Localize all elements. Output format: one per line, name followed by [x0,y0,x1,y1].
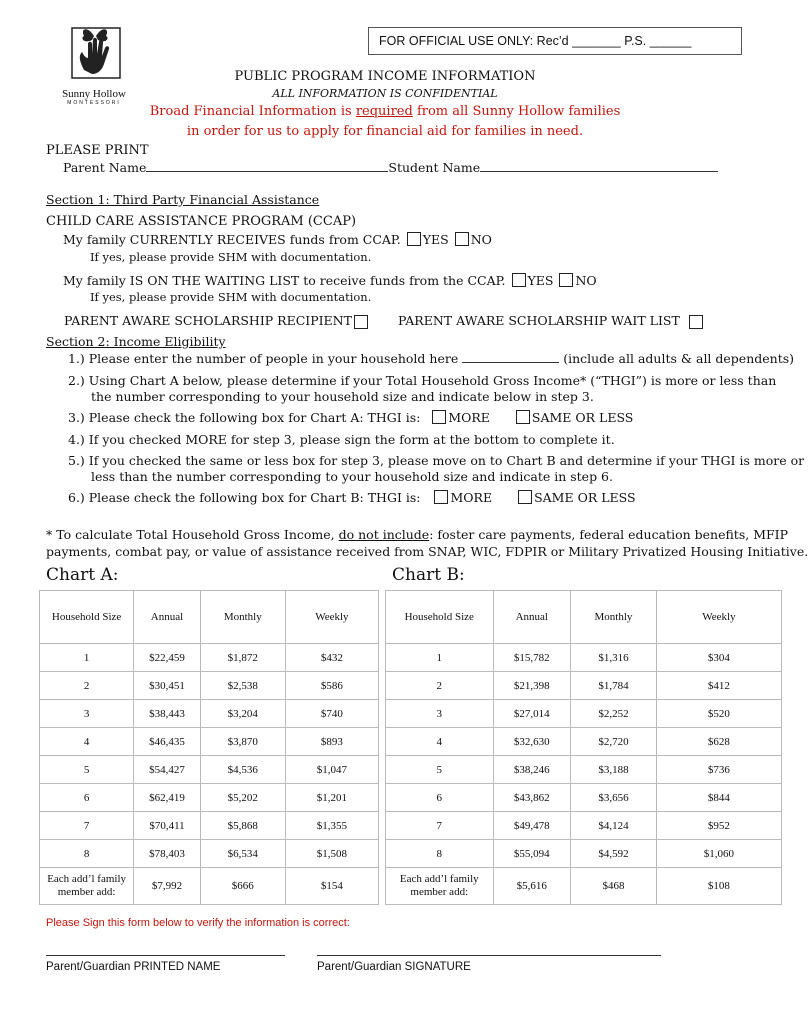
table-cell: $1,872 [200,644,285,672]
table-cell: 5 [40,756,134,784]
chart-b-more-checkbox[interactable] [434,490,448,504]
footnote-do-not-include: do not include [338,527,430,542]
printed-name-label: Parent/Guardian PRINTED NAME [46,961,221,973]
chart-a-table [39,590,379,905]
footnote-line1 [46,527,788,542]
table-cell: $62,419 [134,784,201,812]
table-cell: 1 [40,644,134,672]
table-cell: $21,398 [493,672,571,700]
footnote-line2: payments, combat pay, or value of assistance received from SNAP, WIC, FDPIR or Military Privatized Housing Initiative. [46,544,808,559]
table-cell: 3 [386,700,494,728]
table-row [386,784,782,812]
step5-line2: less than the number corresponding to your household size and indicate in step 6. [91,469,613,484]
no-label: NO [470,232,492,247]
table-cell: $4,536 [200,756,285,784]
parent-name-field[interactable] [146,171,388,172]
table-cell: $666 [200,868,285,905]
same-or-less-label: SAME OR LESS [534,490,636,505]
table-cell: $628 [656,728,781,756]
ccap-title: CHILD CARE ASSISTANCE PROGRAM (CCAP) [46,214,357,229]
table-cell: $3,656 [571,784,657,812]
column-header: Annual [134,591,201,644]
table-cell: $38,443 [134,700,201,728]
yes-label: YES [527,273,554,288]
table-cell: 6 [40,784,134,812]
table-cell: 4 [386,728,494,756]
table-cell: $2,720 [571,728,657,756]
table-cell: $3,870 [200,728,285,756]
table-cell: $6,534 [200,840,285,868]
table-cell: $2,252 [571,700,657,728]
table-cell: 8 [40,840,134,868]
signature-label: Parent/Guardian SIGNATURE [317,961,471,973]
section2-heading: Section 2: Income Eligibility [46,334,226,349]
table-cell: $38,246 [493,756,571,784]
logo-subtitle: MONTESSORI [67,100,121,106]
chart-b-title: Chart B: [392,565,465,585]
table-row [386,644,782,672]
table-cell: $55,094 [493,840,571,868]
table-cell: $952 [656,812,781,840]
table-row [40,728,379,756]
chart-a-title: Chart A: [46,565,119,585]
table-cell: $27,014 [493,700,571,728]
form-title: PUBLIC PROGRAM INCOME INFORMATION [234,69,536,84]
step5-line1: 5.) If you checked the same or less box for step 3, please move on to Chart B and determine if your THGI is more or [68,453,805,468]
chart-a-more-checkbox[interactable] [432,410,446,424]
additional-member-row [40,868,379,905]
sign-instruction: Please Sign this form below to verify the information is correct: [46,917,350,929]
table-cell: $412 [656,672,781,700]
table-cell: $54,427 [134,756,201,784]
table-cell: $1,784 [571,672,657,700]
table-cell: $4,124 [571,812,657,840]
broad-info-line1 [0,104,770,119]
table-cell: 2 [386,672,494,700]
chart-a-same-or-less-checkbox[interactable] [516,410,530,424]
table-cell: 7 [386,812,494,840]
table-cell: $1,316 [571,644,657,672]
step3-text: 3.) Please check the following box for Chart A: THGI is: [68,410,421,425]
printed-name-field[interactable] [46,955,285,957]
official-use-box: FOR OFFICIAL USE ONLY: Rec’d _______ P.S. ______ [368,27,742,55]
table-row [386,672,782,700]
column-header: Weekly [285,591,378,644]
table-cell: Each add’l family member add: [40,868,134,905]
household-count-field[interactable] [462,362,559,363]
table-row [40,644,379,672]
table-cell: $740 [285,700,378,728]
table-cell: $736 [656,756,781,784]
table-row [386,756,782,784]
table-cell: $108 [656,868,781,905]
more-label: MORE [448,410,490,425]
table-cell: $30,451 [134,672,201,700]
name-fields [63,160,718,175]
no-label: NO [575,273,597,288]
column-header: Weekly [656,591,781,644]
table-row [386,812,782,840]
table-row [40,784,379,812]
ccap-waitlist-label: My family IS ON THE WAITING LIST to receive funds from the CCAP. [63,273,506,288]
table-cell: $3,188 [571,756,657,784]
table-cell: $468 [571,868,657,905]
broad-post: from all Sunny Hollow families [412,104,621,119]
ccap-current-row [63,232,492,247]
table-cell: $3,204 [200,700,285,728]
parent-name-label: Parent Name [63,160,147,175]
ccap-waitlist-no-checkbox[interactable] [559,273,573,287]
footnote-pre: * To calculate Total Household Gross Income, [46,527,339,542]
table-cell: 4 [40,728,134,756]
table-cell: $1,355 [285,812,378,840]
chart-b-same-or-less-checkbox[interactable] [518,490,532,504]
table-cell: $46,435 [134,728,201,756]
column-header: Annual [493,591,571,644]
table-row [386,840,782,868]
ccap-current-yes-checkbox[interactable] [407,232,421,246]
table-cell: 6 [386,784,494,812]
table-cell: $1,508 [285,840,378,868]
table-cell: $5,202 [200,784,285,812]
table-row [40,840,379,868]
scholarship-recipient-checkbox[interactable] [354,315,368,329]
table-row [40,700,379,728]
table-cell: $1,201 [285,784,378,812]
table-cell: $22,459 [134,644,201,672]
column-header: Monthly [200,591,285,644]
table-cell: $49,478 [493,812,571,840]
table-cell: $70,411 [134,812,201,840]
same-or-less-label: SAME OR LESS [531,410,634,425]
table-row [40,812,379,840]
table-cell: $15,782 [493,644,571,672]
ccap-waitlist-row [63,273,597,288]
student-name-field[interactable] [480,171,718,172]
broad-required: required [355,104,413,119]
ccap-current-label: My family CURRENTLY RECEIVES funds from CCAP. [63,232,401,247]
additional-member-row [386,868,782,905]
step1-note: (include all adults & all dependents) [563,351,795,366]
confidential-note: ALL INFORMATION IS CONFIDENTIAL [272,87,498,100]
broad-info-line2: in order for us to apply for financial aid for families in need. [186,124,584,139]
table-cell: 3 [40,700,134,728]
table-cell: $5,868 [200,812,285,840]
table-cell: $7,992 [134,868,201,905]
footnote-post: : foster care payments, federal education benefits, MFIP [429,527,789,542]
table-cell: 2 [40,672,134,700]
table-cell: $2,538 [200,672,285,700]
table-cell: $893 [285,728,378,756]
table-cell: $154 [285,868,378,905]
table-row [40,672,379,700]
column-header: Household Size [40,591,134,644]
table-cell: $432 [285,644,378,672]
please-print: PLEASE PRINT [46,143,149,158]
table-cell: $43,862 [493,784,571,812]
ccap-waitlist-note: If yes, please provide SHM with documentation. [90,290,372,304]
step3-row [68,410,633,425]
yes-label: YES [422,232,449,247]
table-cell: $586 [285,672,378,700]
table-cell: 8 [386,840,494,868]
scholarship-waitlist-label: PARENT AWARE SCHOLARSHIP WAIT LIST [398,313,680,328]
ccap-current-note: If yes, please provide SHM with documentation. [90,250,372,264]
table-cell: $32,630 [493,728,571,756]
step1-row [68,351,794,366]
step6-text: 6.) Please check the following box for Chart B: THGI is: [68,490,421,505]
table-cell: 1 [386,644,494,672]
chart-b-table [385,590,782,905]
step2-line1: 2.) Using Chart A below, please determine if your Total Household Gross Income* (“THGI”) is more or less than [68,373,777,388]
table-cell: 5 [386,756,494,784]
ccap-current-no-checkbox[interactable] [455,232,469,246]
scholarship-recipient-label: PARENT AWARE SCHOLARSHIP RECIPIENT [64,313,352,328]
step4-text: 4.) If you checked MORE for step 3, please sign the form at the bottom to complete it. [68,432,615,447]
table-cell: $78,403 [134,840,201,868]
table-cell: $304 [656,644,781,672]
scholarship-waitlist-checkbox[interactable] [689,315,703,329]
student-name-label: Student Name [388,160,481,175]
table-cell: $1,060 [656,840,781,868]
ccap-waitlist-yes-checkbox[interactable] [512,273,526,287]
table-cell: $5,616 [493,868,571,905]
column-header: Monthly [571,591,657,644]
table-cell: $520 [656,700,781,728]
logo-name: Sunny Hollow [62,88,126,100]
step2-line2: the number corresponding to your household size and indicate below in step 3. [91,389,594,404]
table-row [386,700,782,728]
table-cell: 7 [40,812,134,840]
table-cell: $4,592 [571,840,657,868]
table-row [386,728,782,756]
table-cell: $1,047 [285,756,378,784]
step1-text: 1.) Please enter the number of people in your household here [68,351,459,366]
signature-field[interactable] [317,955,661,957]
step6-row [68,490,636,505]
table-cell: $844 [656,784,781,812]
table-row [40,756,379,784]
section1-heading: Section 1: Third Party Financial Assistance [46,192,320,207]
column-header: Household Size [386,591,494,644]
more-label: MORE [450,490,493,505]
broad-pre: Broad Financial Information is [149,104,356,119]
table-cell: Each add’l family member add: [386,868,494,905]
